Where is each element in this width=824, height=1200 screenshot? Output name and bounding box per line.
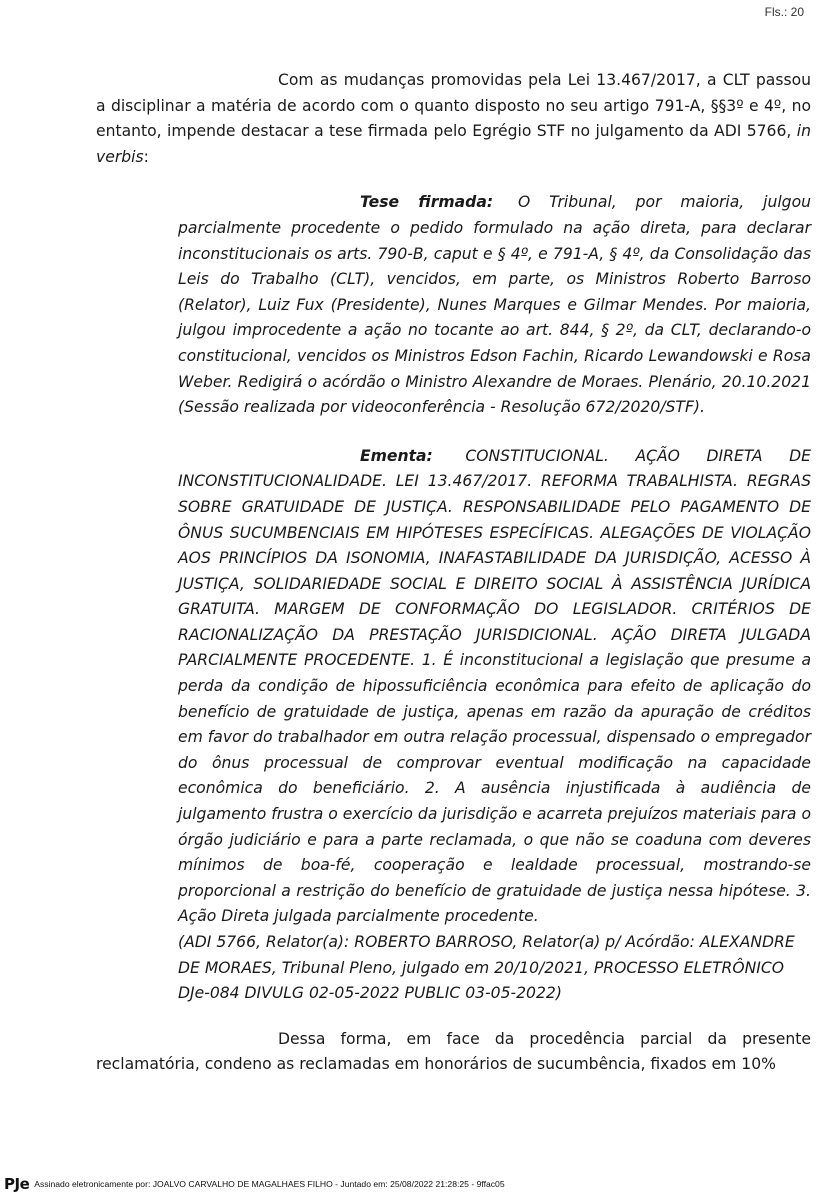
tese-label: Tese firmada: — [360, 193, 494, 212]
electronic-signature-text: Assinado eletronicamente por: JOALVO CARVALHO DE MAGALHAES FILHO - Juntado em: 25/08/2022 21:28:25 - 9ffac05 — [34, 1179, 505, 1189]
ementa-reference: (ADI 5766, Relator(a): ROBERTO BARROSO, Relator(a) p/ Acórdão: ALEXANDRE DE MORAES, Tribunal Pleno, julgado em 20/10/2021, PROCESSO ELETRÔNICO DJe-084 DIVULG 02-05-2022 PUBLIC 03-05-2022) — [178, 933, 795, 1003]
page-number-label: Fls.: 20 — [764, 5, 804, 19]
ementa-text: CONSTITUCIONAL. AÇÃO DIRETA DE INCONSTITUCIONALIDADE. LEI 13.467/2017. REFORMA TRABALHISTA. REGRAS SOBRE GRATUIDADE DE JUSTIÇA. RESPONSABILIDADE PELO PAGAMENTO DE ÔNUS SUCUMBENCIAIS EM HIPÓTESES ESPECÍFICAS. ALEGAÇÕES DE VIOLAÇÃO AOS PRINCÍPIOS DA ISONOMIA, INAFASTABILIDADE DA JURISDIÇÃO, ACESSO À JUSTIÇA, SOLIDARIEDADE SOCIAL E DIREITO SOCIAL À ASSISTÊNCIA JURÍDICA GRATUITA. MARGEM DE CONFORMAÇÃO DO LEGISLADOR. CRITÉRIOS DE RACIONALIZAÇÃO DA PRESTAÇÃO JURISDICIONAL. AÇÃO DIRETA JULGADA PARCIALMENTE PROCEDENTE. 1. É inconstitucional a legislação que presume a perda da condição de hipossuficiência econômica para efeito de aplicação do benefício de gratuidade de justiça, apenas em razão da apuração de créditos em favor do trabalhador em outra relação processual, dispensado o empregador do ônus processual de comprovar eventual modificação na capacidade econômica do beneficiário. 2. A ausência injustificada à audiência de julgamento frustra o exercício da jurisdição e acarreta prejuízos materiais para o órgão judiciário e para a parte reclamada, o que não se coaduna com deveres mínimos de boa-fé, cooperação e lealdade processual, mostrando-se proporcional a restrição do benefício de gratuidade de justiça nessa hipótese. 3. Ação Direta julgada parcialmente procedente. — [178, 446, 811, 926]
intro-italic-term: in verbis — [96, 122, 811, 166]
signature-footer — [0, 1174, 824, 1194]
intro-punctuation: : — [143, 147, 149, 166]
ementa-quote — [178, 444, 811, 930]
closing-paragraph: Dessa forma, em face da procedência parcial da presente reclamatória, condeno as reclamadas em honorários de sucumbência, fixados em 10% — [96, 1029, 811, 1074]
intro-paragraph — [96, 68, 811, 170]
ementa-label: Ementa: — [360, 446, 433, 465]
pje-logo: PJe — [4, 1175, 30, 1193]
tese-firmada-quote — [178, 190, 811, 420]
intro-text: Com as mudanças promovidas pela Lei 13.467/2017, a CLT passou a disciplinar a matéria de acordo com o quanto disposto no seu artigo 791-A, §§3º e 4º, no entanto, impende destacar a tese firmada pelo Egrégio STF no julgamento da ADI 5766, — [96, 71, 811, 141]
document-body — [96, 68, 811, 1078]
tese-text: O Tribunal, por maioria, julgou parcialmente procedente o pedido formulado na ação direta, para declarar inconstitucionais os arts. 790-B, caput e § 4º, e 791-A, § 4º, da Consolidação das Leis do Trabalho (CLT), vencidos, em parte, os Ministros Roberto Barroso (Relator), Luiz Fux (Presidente), Nunes Marques e Gilmar Mendes. Por maioria, julgou improcedente a ação no tocante ao art. 844, § 2º, da CLT, declarando-o constitucional, vencidos os Ministros Edson Fachin, Ricardo Lewandowski e Rosa Weber. Redigirá o acórdão o Ministro Alexandre de Moraes. Plenário, 20.10.2021 (Sessão realizada por videoconferência - Resolução 672/2020/STF). — [178, 193, 812, 417]
